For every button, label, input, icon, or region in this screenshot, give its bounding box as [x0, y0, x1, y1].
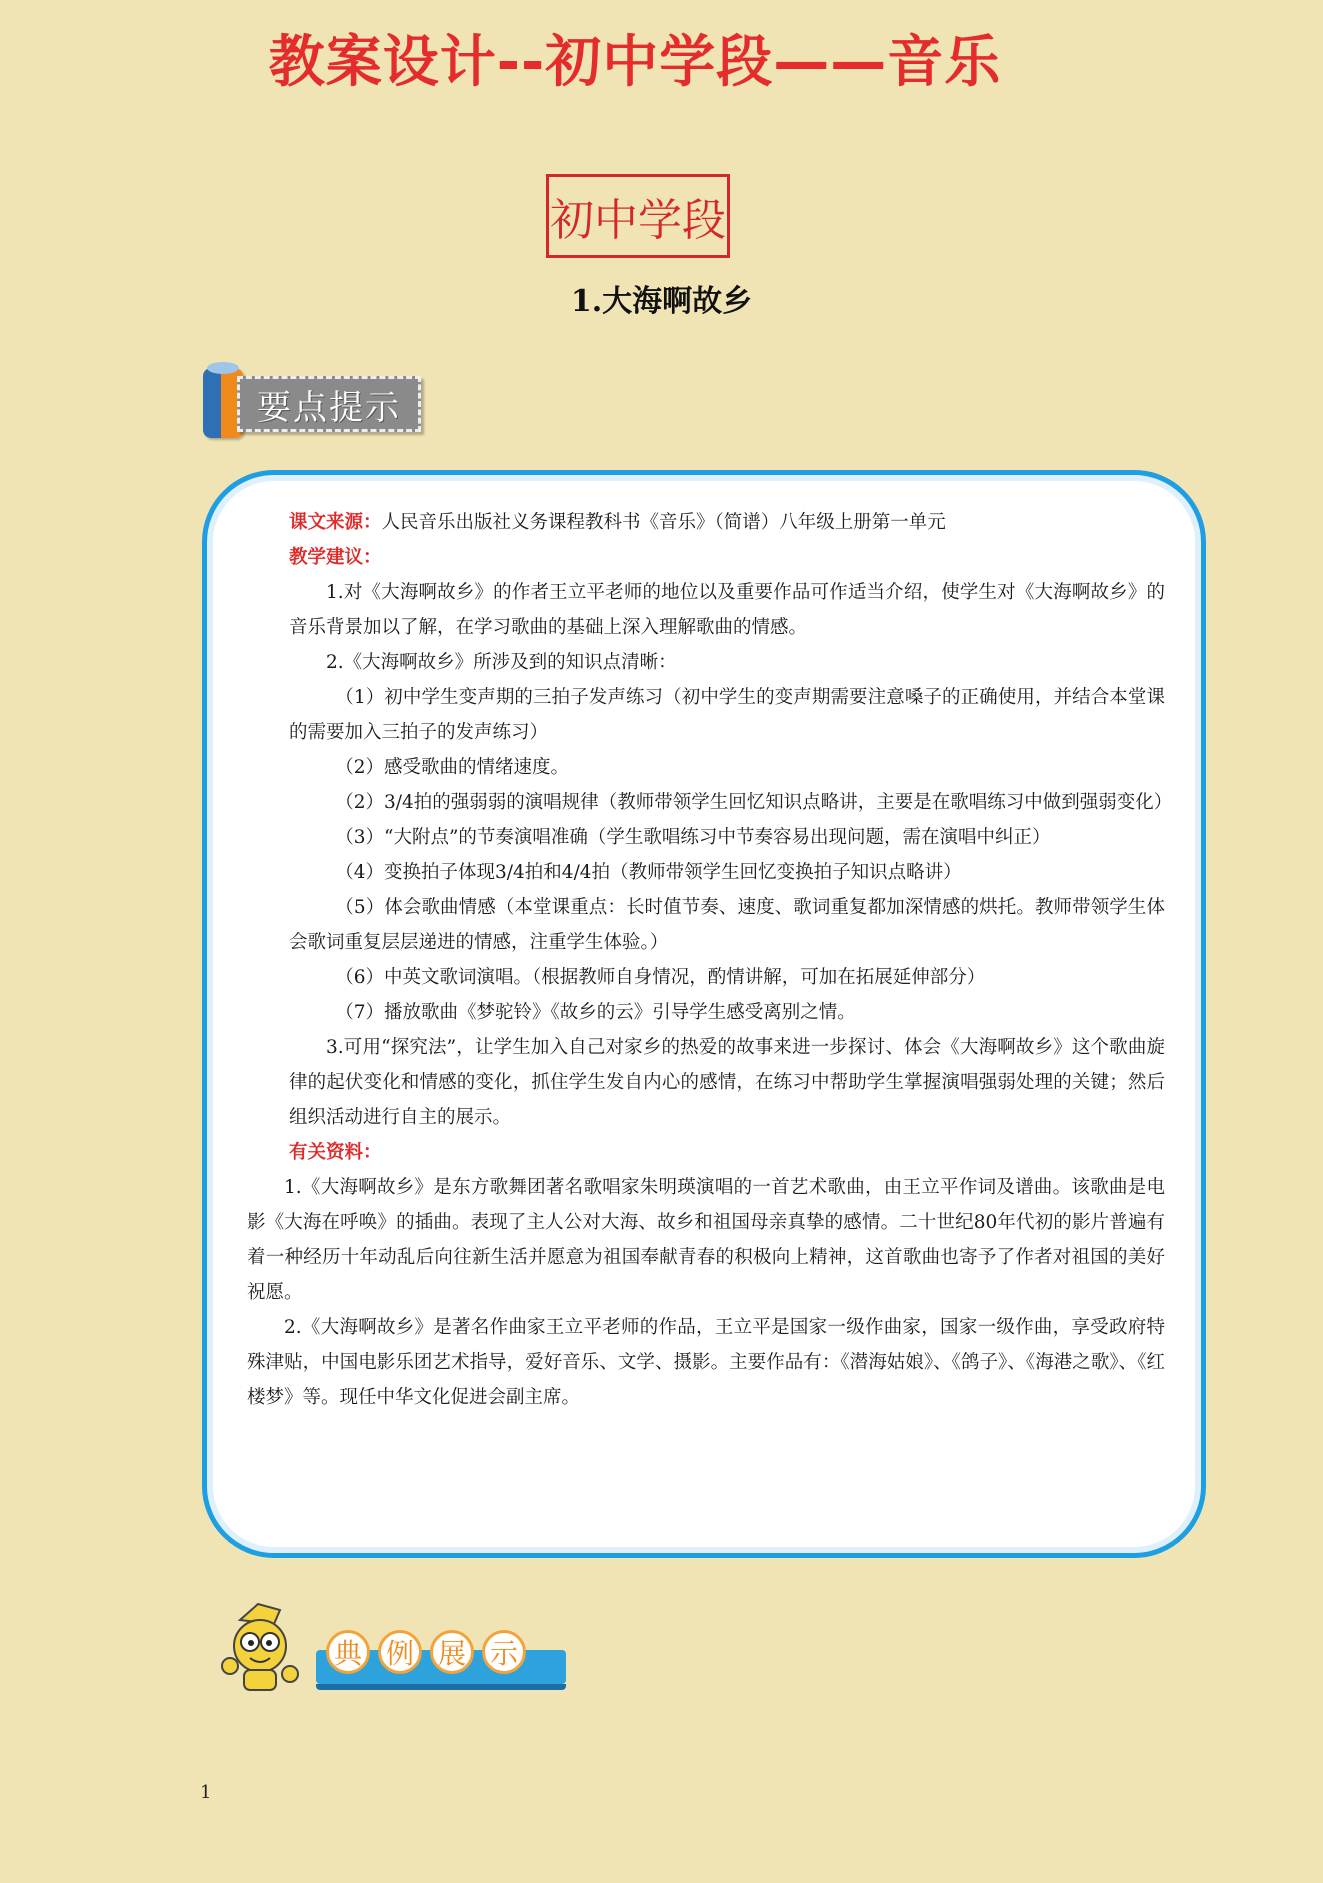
page-number: 1: [200, 1782, 212, 1803]
advice-heading: [247, 540, 1165, 575]
advice-item: （7）播放歌曲《梦驼铃》《故乡的云》引导学生感受离别之情。: [335, 1002, 856, 1023]
materials-label: 有关资料：: [289, 1142, 382, 1163]
examples-char: 例: [378, 1630, 422, 1674]
advice-item: 2.《大海啊故乡》所涉及到的知识点清晰：: [326, 652, 677, 673]
source-text: 人民音乐出版社义务课程教科书《音乐》（简谱）八年级上册第一单元: [381, 512, 946, 533]
key-points-banner: [203, 368, 423, 438]
materials-heading: [247, 1135, 1165, 1170]
materials-item: 1.《大海啊故乡》是东方歌舞团著名歌唱家朱明瑛演唱的一首艺术歌曲，由王立平作词及谱曲。该歌曲是电影《大海在呼唤》的插曲。表现了主人公对大海、故乡和祖国母亲真挚的感情。二十世纪80年代初的影片普遍有着一种经历十年动乱后向往新生活并愿意为祖国奉献青春的积极向上精神，这首歌曲也寄予了作者对祖国的美好祝愿。: [247, 1177, 1165, 1303]
mascot-icon: [210, 1600, 306, 1696]
examples-char: 示: [482, 1630, 526, 1674]
advice-item: 3.可用“探究法”，让学生加入自己对家乡的热爱的故事来进一步探讨、体会《大海啊故乡》这个歌曲旋律的起伏变化和情感的变化，抓住学生发自内心的感情，在练习中帮助学生掌握演唱强弱处理的关键；然后组织活动进行自主的展示。: [289, 1037, 1165, 1128]
advice-item: 1.对《大海啊故乡》的作者王立平老师的地位以及重要作品可作适当介绍，使学生对《大海啊故乡》的音乐背景加以了解，在学习歌曲的基础上深入理解歌曲的情感。: [289, 582, 1165, 638]
advice-item: （6）中英文歌词演唱。（根据教师自身情况，酌情讲解，可加在拓展延伸部分）: [335, 967, 986, 988]
content-text: [247, 505, 1173, 1415]
examples-char: 典: [326, 1630, 370, 1674]
level-box: [546, 174, 730, 258]
advice-item: （2）感受歌曲的情绪速度。: [335, 757, 570, 778]
advice-item: （3）“大附点”的节奏演唱准确（学生歌唱练习中节奏容易出现问题，需在演唱中纠正）: [335, 827, 1051, 848]
lesson-title: 1.大海啊故乡: [570, 284, 753, 319]
advice-item: （2）3/4拍的强弱弱的演唱规律（教师带领学生回忆知识点略讲，主要是在歌唱练习中做到强弱变化）: [335, 792, 1173, 813]
advice-item: （5）体会歌曲情感（本堂课重点：长时值节奏、速度、歌词重复都加深情感的烘托。教师带领学生体会歌词重复层层递进的情感，注重学生体验。）: [289, 897, 1165, 953]
examples-char: 展: [430, 1630, 474, 1674]
source-line: [247, 505, 1165, 540]
content-box: [202, 470, 1206, 1558]
advice-label: 教学建议：: [289, 547, 382, 568]
examples-banner: [326, 1630, 526, 1674]
main-title: 教案设计--初中学段——音乐: [268, 30, 1002, 95]
materials-item: 2.《大海啊故乡》是著名作曲家王立平老师的作品，王立平是国家一级作曲家，国家一级作曲，享受政府特殊津贴，中国电影乐团艺术指导，爱好音乐、文学、摄影。主要作品有：《潜海姑娘》、《鸽子》、《海港之歌》、《红楼梦》等。现任中华文化促进会副主席。: [247, 1317, 1165, 1408]
key-points-label: 要点提示: [257, 387, 401, 428]
advice-item: （4）变换拍子体现3/4拍和4/4拍（教师带领学生回忆变换拍子知识点略讲）: [335, 862, 962, 883]
advice-item: （1）初中学生变声期的三拍子发声练习（初中学生的变声期需要注意嗓子的正确使用，并结合本堂课的需要加入三拍子的发声练习）: [289, 687, 1165, 743]
source-label: 课文来源：: [289, 512, 382, 533]
key-points-plate: [237, 376, 421, 432]
level-label: 初中学段: [550, 195, 726, 246]
